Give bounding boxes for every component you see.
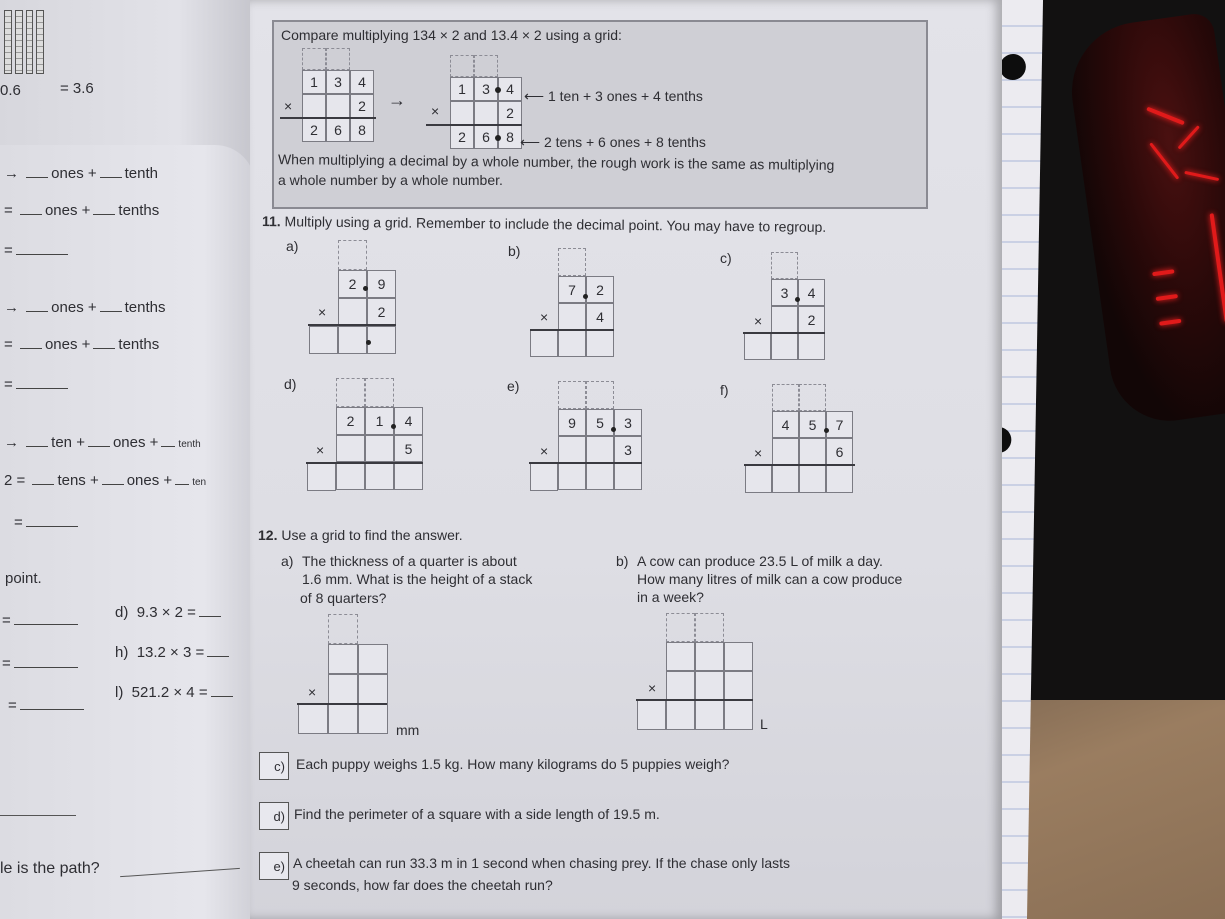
grid-digit: 5 — [586, 409, 614, 436]
decimal-point — [495, 87, 501, 93]
q11d-extra — [307, 463, 336, 491]
decimal-point — [824, 428, 829, 433]
times-sign: × — [754, 445, 763, 461]
q11e-grid — [558, 381, 642, 490]
arrow-icon: → — [388, 90, 406, 110]
q12b-unit: L — [760, 716, 768, 732]
grid-digit: 2 — [302, 118, 326, 142]
q12a-line-3: of 8 quarters? — [300, 590, 387, 606]
grid-digit: 2 — [338, 270, 367, 298]
q11d-label: d) — [284, 376, 297, 392]
answer-cell[interactable] — [826, 465, 853, 493]
answer-cell[interactable] — [637, 700, 666, 730]
times-sign: × — [540, 443, 549, 459]
q12d-text: Find the perimeter of a square with a side length of 19.5 m. — [294, 806, 660, 822]
q12b-line — [636, 699, 753, 701]
q11f-extra — [745, 465, 772, 493]
answer-cell[interactable] — [358, 644, 388, 674]
grid-digit: 2 — [336, 407, 365, 435]
grid-digit: 5 — [799, 411, 826, 438]
q11b-line — [530, 329, 614, 331]
left-item-d: d) 9.3 × 2 = — [115, 604, 224, 621]
q11a-extra — [309, 326, 338, 354]
q12a-line — [297, 703, 387, 705]
q12b-line-2: How many litres of milk can a cow produce — [637, 571, 903, 587]
answer-cell[interactable] — [328, 644, 358, 674]
grid-digit: 3 — [771, 279, 798, 306]
q12c-text: Each puppy weighs 1.5 kg. How many kilograms do 5 puppies weigh? — [296, 756, 730, 772]
times-sign: × — [431, 103, 440, 119]
answer-cell[interactable] — [394, 462, 423, 490]
answer-cell[interactable] — [744, 333, 771, 360]
grid-multiplier: 5 — [394, 435, 423, 462]
times-sign: × — [308, 684, 317, 700]
answer-cell[interactable] — [558, 463, 586, 490]
grid-digit: 9 — [367, 270, 396, 298]
answer-cell[interactable] — [530, 463, 558, 491]
q11f-line — [744, 464, 855, 466]
q11e-label: e) — [507, 378, 520, 394]
grid-digit: 1 — [365, 407, 394, 435]
q11b-grid — [558, 248, 614, 357]
compare-summary-2: a whole number by a whole number. — [278, 172, 503, 188]
q12a-label: a) — [281, 553, 294, 569]
grid-digit: 4 — [798, 279, 825, 306]
q11b-label: b) — [508, 243, 521, 259]
q12b-line-1: A cow can produce 23.5 L of milk a day. — [637, 553, 883, 569]
grid-digit: 7 — [826, 411, 853, 438]
answer-cell[interactable] — [799, 465, 826, 493]
q11c-grid — [771, 252, 825, 360]
answer-cell[interactable] — [771, 333, 798, 360]
left-item-l: l) 521.2 × 4 = — [115, 684, 236, 701]
grid-multiplier: 2 — [798, 306, 825, 333]
q12a-line-2: 1.6 mm. What is the height of a stack — [302, 571, 533, 587]
grid-multiplier: 4 — [586, 303, 614, 330]
grid-digit: 3 — [474, 77, 498, 101]
q11d-line — [306, 462, 423, 464]
grid-digit: 4 — [772, 411, 799, 438]
answer-cell[interactable] — [336, 462, 365, 490]
answer-cell[interactable] — [358, 674, 388, 704]
left-point-word: point. — [5, 570, 42, 587]
grid-digit: 6 — [326, 118, 350, 142]
q12-heading: 12. Use a grid to find the answer. — [258, 527, 463, 543]
grid-digit: 1 — [302, 70, 326, 94]
q12b-grid — [666, 613, 753, 730]
answer-cell[interactable] — [367, 326, 396, 354]
answer-cell[interactable] — [298, 704, 328, 734]
q11a-line — [308, 324, 396, 326]
notebook-icon-c: c) — [259, 752, 289, 780]
grid-digit: 3 — [326, 70, 350, 94]
compare-grid-decimal — [450, 55, 522, 149]
binder-hole — [1000, 54, 1026, 80]
grid-digit: 8 — [350, 118, 374, 142]
grid-digit: 9 — [558, 409, 586, 436]
base-ten-blocks — [4, 10, 44, 74]
answer-cell[interactable] — [724, 700, 753, 730]
left-blank-l: = — [8, 697, 87, 714]
left-eq-blank-3: = — [14, 514, 81, 531]
left-row-1: → ones + tenth — [4, 165, 159, 182]
answer-cell[interactable] — [695, 642, 724, 671]
answer-cell[interactable] — [724, 671, 753, 700]
q12a-extra — [298, 704, 328, 734]
left-row-5: → ten + ones + tenth — [4, 434, 201, 451]
decimal-point — [495, 135, 501, 141]
q12a-line-1: The thickness of a quarter is about — [302, 553, 517, 569]
grid-digit: 2 — [450, 125, 474, 149]
q11c-extra — [744, 333, 771, 360]
left-row-2: = ones + tenths — [4, 202, 160, 219]
answer-cell[interactable] — [586, 330, 614, 357]
grid-digit: 8 — [498, 125, 522, 149]
q12b-line-3: in a week? — [637, 589, 704, 605]
left-blank-d: = — [2, 612, 81, 629]
answer-cell[interactable] — [798, 333, 825, 360]
decimal-point — [366, 340, 371, 345]
q11e-extra — [530, 463, 558, 491]
q11c-line — [743, 332, 825, 334]
grid-digit: 4 — [498, 77, 522, 101]
note-tenths-2: ⟵ 2 tens + 6 ones + 8 tenths — [520, 134, 706, 150]
grid-digit: 7 — [558, 276, 586, 303]
left-page-lower — [0, 145, 255, 919]
q11a-grid — [338, 240, 396, 354]
times-sign: × — [318, 304, 327, 320]
left-row-4: = ones + tenths — [4, 336, 160, 353]
answer-cell[interactable] — [328, 704, 358, 734]
decimal-point — [611, 427, 616, 432]
grid-multiplier: 2 — [367, 298, 396, 326]
compare-grid-whole-line — [280, 117, 376, 119]
answer-cell[interactable] — [309, 326, 338, 354]
answer-cell[interactable] — [614, 463, 642, 490]
answer-cell[interactable] — [724, 642, 753, 671]
q11b-extra — [530, 330, 558, 357]
q11c-label: c) — [720, 250, 732, 266]
left-top-value: 0.6 — [0, 82, 21, 99]
q11a-label: a) — [286, 238, 299, 254]
left-row-3: → ones + tenths — [4, 299, 166, 316]
answer-cell[interactable] — [745, 465, 772, 493]
decimal-point — [583, 294, 588, 299]
answer-cell[interactable] — [772, 465, 799, 493]
times-sign: × — [316, 442, 325, 458]
q12e-line-1: A cheetah can run 33.3 m in 1 second when chasing prey. If the chase only lasts — [293, 855, 791, 871]
decimal-point — [363, 286, 368, 291]
left-row-6: 2 = tens + ones + ten — [4, 472, 207, 489]
notebook-icon-e: e) — [259, 852, 289, 880]
left-path-question: le is the path? — [0, 860, 100, 877]
left-blank-h: = — [2, 655, 81, 672]
compare-title: Compare multiplying 134 × 2 and 13.4 × 2 using a grid: — [281, 27, 622, 43]
q11f-label: f) — [720, 382, 729, 398]
grid-digit: 2 — [586, 276, 614, 303]
grid-digit: 1 — [450, 77, 474, 101]
compare-grid-whole — [302, 48, 374, 142]
grid-multiplier: 3 — [614, 436, 642, 463]
answer-cell[interactable] — [586, 463, 614, 490]
times-sign: × — [540, 309, 549, 325]
answer-cell[interactable] — [695, 700, 724, 730]
left-answer-line — [0, 815, 76, 816]
times-sign: × — [754, 313, 763, 329]
notebook-icon-d: d) — [259, 802, 289, 830]
grid-digit: 4 — [350, 70, 374, 94]
grid-multiplier: 2 — [350, 94, 374, 118]
answer-cell[interactable] — [558, 330, 586, 357]
q11d-grid — [336, 378, 423, 490]
left-eq-blank-1: = — [4, 242, 71, 259]
answer-cell[interactable] — [530, 330, 558, 357]
left-eq-value: = 3.6 — [60, 80, 94, 97]
grid-digit: 4 — [394, 407, 423, 435]
answer-cell[interactable] — [307, 463, 336, 491]
grid-multiplier: 2 — [498, 101, 522, 125]
answer-cell[interactable] — [666, 671, 695, 700]
answer-cell[interactable] — [666, 642, 695, 671]
q11f-grid — [772, 384, 853, 493]
left-eq-blank-2: = — [4, 376, 71, 393]
q12b-extra — [637, 700, 666, 730]
decimal-point — [391, 424, 396, 429]
compare-summary-1: When multiplying a decimal by a whole number, the rough work is the same as multiplying — [277, 151, 835, 173]
answer-cell[interactable] — [666, 700, 695, 730]
compare-grid-decimal-line — [426, 124, 522, 126]
answer-cell[interactable] — [365, 462, 394, 490]
times-sign: × — [284, 98, 293, 114]
grid-multiplier: 6 — [826, 438, 853, 465]
q12b-label: b) — [616, 553, 629, 569]
times-sign: × — [648, 680, 657, 696]
answer-cell[interactable] — [338, 326, 367, 354]
q12a-grid — [328, 614, 388, 734]
q12e-line-2: 9 seconds, how far does the cheetah run? — [292, 877, 553, 893]
grid-digit: 6 — [474, 125, 498, 149]
left-item-h: h) 13.2 × 3 = — [115, 644, 232, 661]
answer-cell[interactable] — [328, 674, 358, 704]
q11-heading: 11. Multiply using a grid. Remember to include the decimal point. You may have to regroup. — [261, 213, 827, 235]
q12a-unit: mm — [396, 722, 420, 738]
grid-digit: 3 — [614, 409, 642, 436]
answer-cell[interactable] — [358, 704, 388, 734]
note-tenths-1: ⟵ 1 ten + 3 ones + 4 tenths — [524, 88, 703, 104]
answer-cell[interactable] — [695, 671, 724, 700]
decimal-point — [795, 297, 800, 302]
q11e-line — [529, 462, 642, 464]
